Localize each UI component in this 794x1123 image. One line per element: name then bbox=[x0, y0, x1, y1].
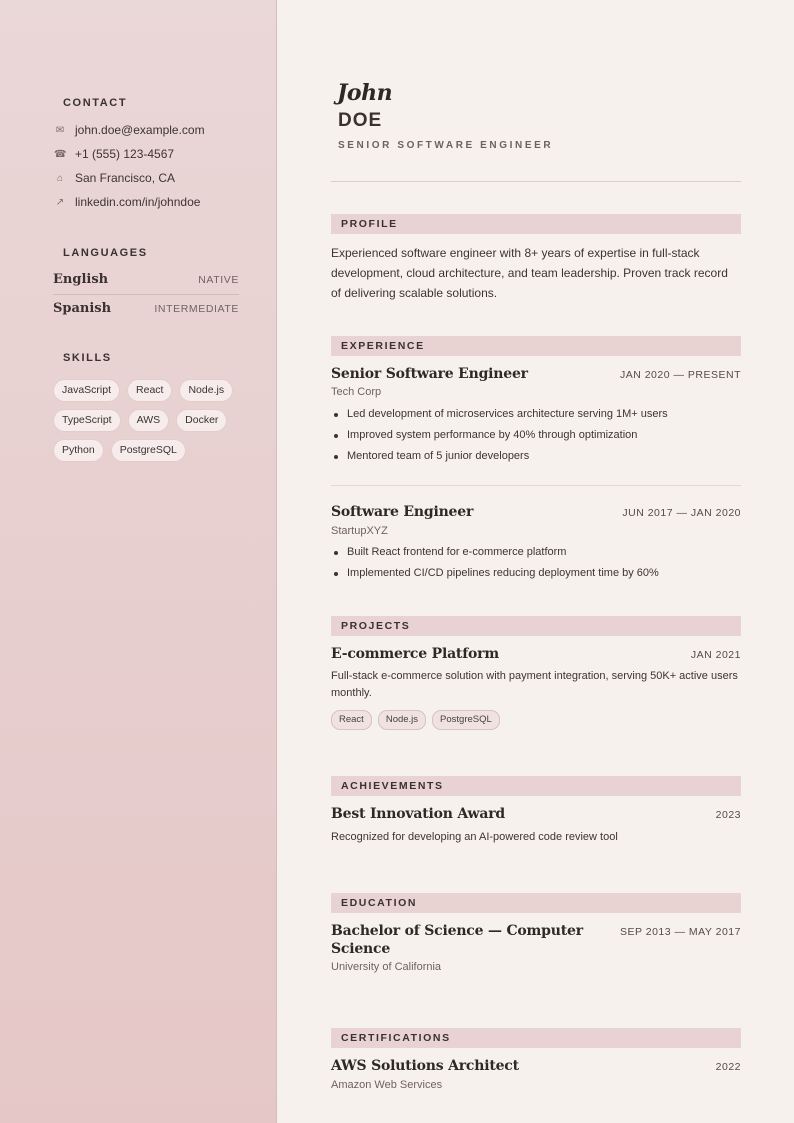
bullet-item: Led development of microservices architecture serving 1M+ users bbox=[331, 404, 741, 425]
phone-text: +1 (555) 123-4567 bbox=[75, 147, 175, 161]
first-name: John bbox=[337, 80, 393, 106]
skills-list bbox=[54, 380, 254, 461]
section-heading-label: CERTIFICATIONS bbox=[341, 1032, 451, 1044]
skill-chip: React bbox=[128, 380, 171, 401]
language-divider bbox=[53, 294, 239, 295]
job-company: StartupXYZ bbox=[331, 525, 388, 537]
contact-location bbox=[54, 170, 175, 186]
tech-chip: PostgreSQL bbox=[432, 710, 500, 730]
project-date: JAN 2021 bbox=[690, 649, 741, 661]
experience-section-heading bbox=[331, 336, 741, 356]
language-level: INTERMEDIATE bbox=[154, 303, 239, 315]
profile-section-heading bbox=[331, 214, 741, 234]
job-dates: JUN 2017 — JAN 2020 bbox=[622, 507, 741, 519]
language-row bbox=[53, 301, 239, 316]
section-heading-label: EDUCATION bbox=[341, 897, 418, 909]
language-name: Spanish bbox=[53, 301, 112, 316]
bullet-item: Improved system performance by 40% through optimization bbox=[331, 425, 741, 446]
achievement-description: Recognized for developing an AI-powered code review tool bbox=[331, 831, 618, 843]
languages-heading: LANGUAGES bbox=[63, 247, 148, 259]
language-name: English bbox=[53, 272, 109, 287]
certification-date: 2022 bbox=[715, 1061, 741, 1073]
tech-chip: Node.js bbox=[378, 710, 426, 730]
sidebar bbox=[0, 0, 277, 1123]
certifications-section-heading bbox=[331, 1028, 741, 1048]
language-row bbox=[53, 272, 239, 287]
envelope-icon: ✉ bbox=[55, 124, 65, 136]
certification-title: AWS Solutions Architect bbox=[331, 1058, 519, 1074]
section-heading-label: EXPERIENCE bbox=[341, 340, 425, 352]
job-dates: JAN 2020 — PRESENT bbox=[619, 369, 741, 381]
job-bullets bbox=[331, 542, 741, 584]
location-text: San Francisco, CA bbox=[75, 171, 176, 185]
section-heading-label: ACHIEVEMENTS bbox=[341, 780, 444, 792]
job-bullets bbox=[331, 404, 741, 467]
section-heading-label: PROJECTS bbox=[341, 620, 411, 632]
job-title: SENIOR SOFTWARE ENGINEER bbox=[338, 140, 554, 151]
email-text: john.doe@example.com bbox=[75, 123, 205, 137]
link-icon: ↗ bbox=[55, 196, 65, 208]
job-title-entry: Senior Software Engineer bbox=[331, 366, 528, 382]
section-heading-label: PROFILE bbox=[341, 218, 398, 230]
contact-phone[interactable] bbox=[54, 146, 174, 162]
skills-heading: SKILLS bbox=[63, 352, 112, 364]
tech-chip: React bbox=[331, 710, 372, 730]
skill-chip: Docker bbox=[177, 410, 226, 431]
bullet-item: Mentored team of 5 junior developers bbox=[331, 446, 741, 467]
achievement-title: Best Innovation Award bbox=[331, 806, 505, 822]
projects-section-heading bbox=[331, 616, 741, 636]
skill-chip: PostgreSQL bbox=[112, 440, 185, 461]
project-tech-list bbox=[331, 710, 500, 730]
job-company: Tech Corp bbox=[331, 386, 382, 398]
contact-linkedin[interactable] bbox=[54, 194, 200, 210]
achievements-section-heading bbox=[331, 776, 741, 796]
contact-email[interactable] bbox=[54, 122, 205, 138]
last-name: DOE bbox=[338, 110, 383, 131]
bullet-item: Built React frontend for e-commerce platform bbox=[331, 542, 741, 563]
phone-icon: ☎ bbox=[54, 148, 67, 160]
contact-heading: CONTACT bbox=[63, 97, 128, 109]
skill-chip: AWS bbox=[129, 410, 169, 431]
skill-chip: TypeScript bbox=[54, 410, 120, 431]
skill-chip: JavaScript bbox=[54, 380, 119, 401]
school-name: University of California bbox=[331, 961, 442, 973]
degree-line-2: Science bbox=[331, 941, 391, 957]
achievement-date: 2023 bbox=[715, 809, 741, 821]
bullet-item: Implemented CI/CD pipelines reducing deployment time by 60% bbox=[331, 563, 741, 584]
profile-text: Experienced software engineer with 8+ years of expertise in full-stack development, cloud architecture, and team leadership. Proven track record of delivering scalable solutions. bbox=[331, 246, 728, 300]
project-description: Full-stack e-commerce solution with payment integration, serving 50K+ active users monthly. bbox=[331, 670, 738, 699]
degree-line-1: Bachelor of Science — Computer bbox=[331, 923, 583, 939]
skill-chip: Node.js bbox=[180, 380, 232, 401]
project-title: E-commerce Platform bbox=[331, 646, 499, 662]
skill-chip: Python bbox=[54, 440, 103, 461]
linkedin-text: linkedin.com/in/johndoe bbox=[75, 195, 201, 209]
header-divider bbox=[331, 181, 741, 182]
education-dates: SEP 2013 — MAY 2017 bbox=[620, 926, 741, 938]
education-section-heading bbox=[331, 893, 741, 913]
certification-issuer: Amazon Web Services bbox=[331, 1079, 443, 1091]
language-level: NATIVE bbox=[198, 274, 239, 286]
home-icon: ⌂ bbox=[56, 172, 64, 184]
job-title-entry: Software Engineer bbox=[331, 504, 474, 520]
entry-divider bbox=[331, 485, 741, 486]
